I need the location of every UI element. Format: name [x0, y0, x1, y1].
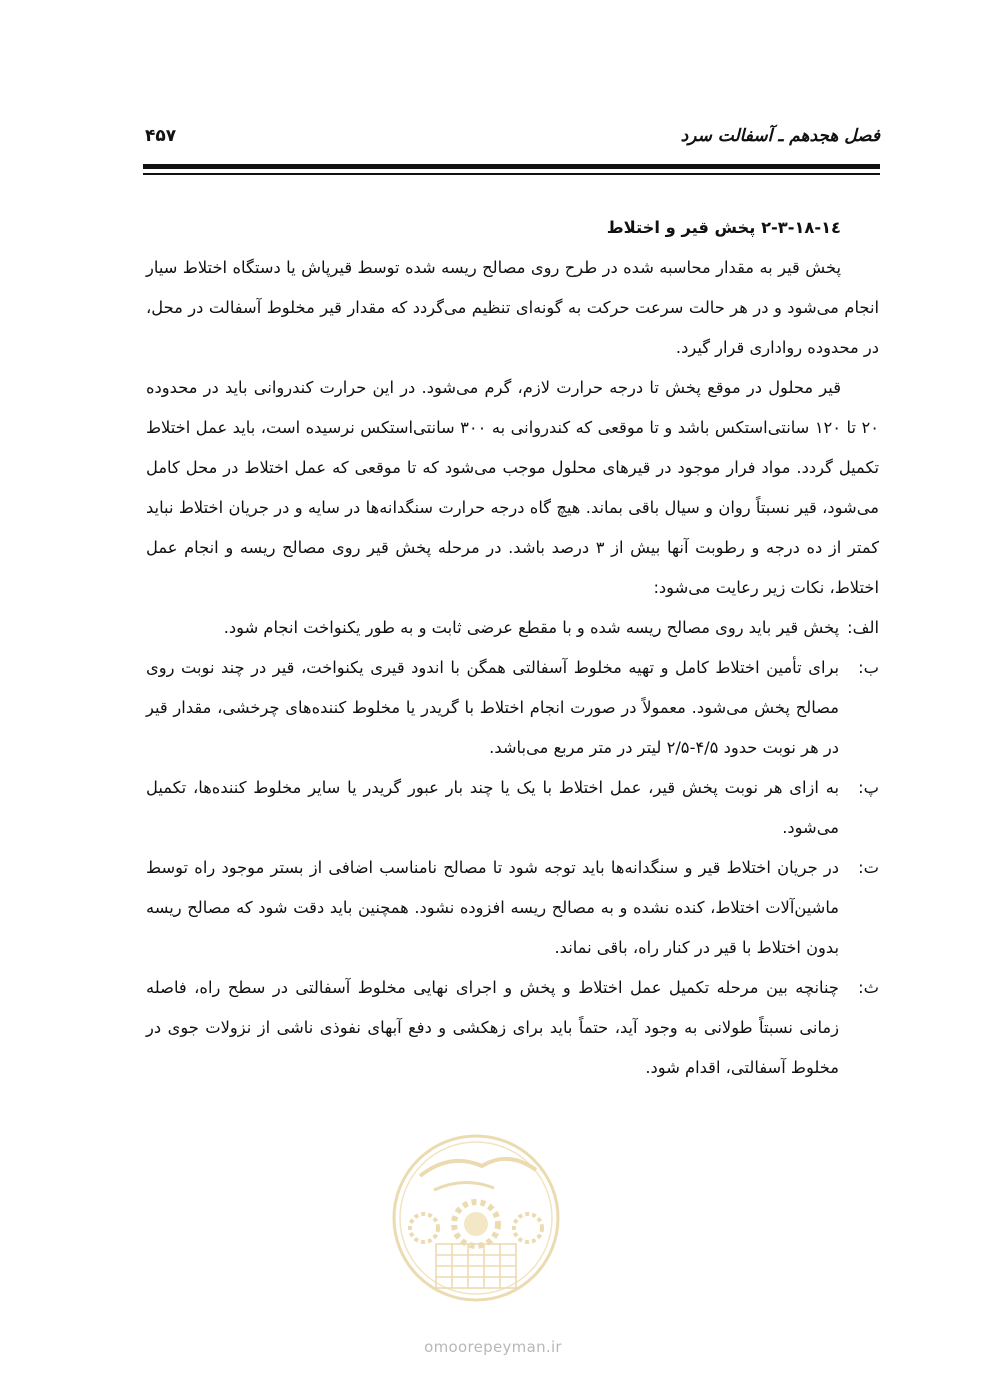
list-item [146, 968, 879, 1088]
header-rule-thick [143, 164, 880, 169]
chapter-title: فصل هجدهم ـ آسفالت سرد [680, 126, 880, 146]
list-marker: الف: [847, 618, 879, 637]
list-marker: ب: [858, 658, 879, 677]
list-item-text: برای تأمین اختلاط کامل و تهیه مخلوط آسفالتی همگن با اندود قیری یکنواخت، قیر در چند نوبت روی مصالح پخش می‌شود. معمولاً در صورت انجام اختلاط با گریدر یا مخلوط کننده‌های چرخشی، مقدار قیر در هر نوبت حدود ۴/۵-۲/۵ لیتر در متر مربع می‌باشد. [146, 658, 839, 757]
paragraph: قیر محلول در موقع پخش تا درجه حرارت لازم، گرم می‌شود. در این حرارت کندروانی باید در محدوده ۲۰ تا ۱۲۰ سانتی‌استکس باشد و تا موقعی که کندروانی به ۳۰۰ سانتی‌استکس نرسیده است، باید عمل اختلاط تکمیل گردد. مواد فرار موجود در قیرهای محلول موجب می‌شود که تا موقعی که عمل اختلاط در محل کامل می‌شود، قیر نسبتاً روان و سیال باقی بماند. هیچ گاه درجه حرارت سنگدانه‌ها در سایه و در جریان اختلاط نباید کمتر از ده درجه و رطوبت آنها بیش از ۳ درصد باشد. در مرحله پخش قیر روی مصالح ریسه و انجام عمل اختلاط، نکات زیر رعایت می‌شود: [146, 378, 880, 597]
page-number: ۴۵۷ [145, 126, 177, 146]
list-marker: ث: [858, 978, 879, 997]
list-marker: ت: [858, 858, 879, 877]
list-item [146, 848, 879, 968]
watermark-logo [390, 1132, 562, 1304]
list-item [146, 648, 879, 768]
list-marker: پ: [858, 778, 879, 797]
list-item-text: چنانچه بین مرحله تکمیل عمل اختلاط و پخش و اجرای نهایی مخلوط آسفالتی در سطح راه، فاصله زمانی نسبتاً طولانی به وجود آید، حتماً باید برای زهکشی و دفع آبهای نفوذی ناشی از نزولات جوی در مخلوط آسفالتی، اقدام شود. [146, 978, 839, 1077]
list-item [146, 608, 879, 648]
list-item-text: به ازای هر نوبت پخش قیر، عمل اختلاط با یک یا چند بار عبور گریدر یا سایر مخلوط کننده‌ها، تکمیل می‌شود. [146, 778, 839, 837]
list-item-text: پخش قیر باید روی مصالح ریسه شده و با مقطع عرضی ثابت و به طور یکنواخت انجام شود. [223, 618, 840, 637]
watermark-site: omoorepeyman.ir [424, 1338, 562, 1356]
body-content [146, 208, 879, 1088]
section-heading: ۱۸-۱٤-۲-۳ پخش قیر و اختلاط [606, 218, 841, 237]
header-rule-thin [143, 173, 880, 175]
running-header [145, 126, 880, 162]
list-item-text: در جریان اختلاط قیر و سنگدانه‌ها باید توجه شود تا مصالح نامناسب اضافی از بستر موجود راه توسط ماشین‌آلات اختلاط، کنده نشده و به مصالح ریسه افزوده نشود. همچنین باید دقت شود که مصالح ریسه بدون اختلاط با قیر در کنار راه، باقی نماند. [146, 858, 839, 957]
list-item [146, 768, 879, 848]
paragraph: پخش قیر به مقدار محاسبه شده در طرح روی مصالح ریسه شده توسط قیرپاش یا دستگاه اختلاط سیار انجام می‌شود و در هر حالت سرعت حرکت به گونه‌ای تنظیم می‌گردد که مقدار قیر مخلوط آسفالت در محل، در محدوده رواداری قرار گیرد. [146, 258, 879, 357]
